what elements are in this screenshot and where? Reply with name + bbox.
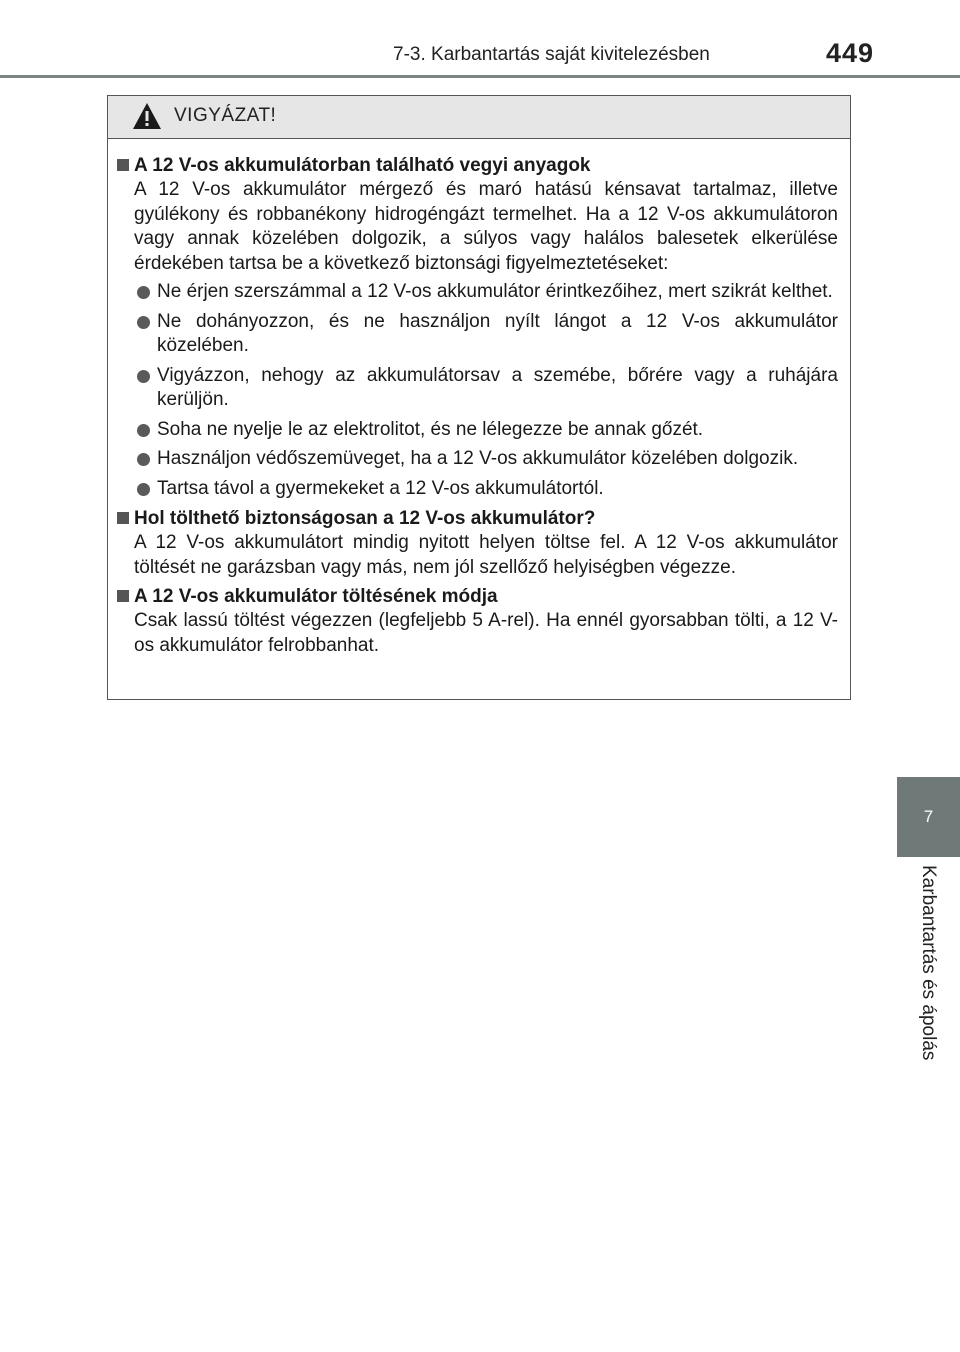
warning-title: VIGYÁZAT! [174,105,277,126]
chapter-tab [897,777,960,857]
section-text: A 12 V-os akkumulátor mérgező és maró hatású kénsavat tartalmaz, illetve gyúlékony és robbanékony hidrogéngázt termelhet. Ha a 12 V-os akkumulátoron vagy annak közelében dolgozik, a súlyos vagy halálos balesetek elkerülése érdekében tartsa be a következő biztonsági figyelmeztetéseket: [134,179,838,274]
warning-header [108,96,850,139]
chapter-number: 7 [923,807,934,826]
header-rule [0,75,960,78]
page-number: 449 [826,38,875,68]
header-section-title: 7-3. Karbantartás saját kivitelezésben [393,44,710,65]
bullet-item: Vigyázzon, nehogy az akkumulátorsav a szemébe, bőrére vagy a ruhájára kerüljön. [117,364,841,413]
warning-box [107,95,851,700]
section-title: Hol tölthető biztonságosan a 12 V-os akkumulátor? [117,506,841,531]
bullet-item: Használjon védőszemüveget, ha a 12 V-os akkumulátor közelében dolgozik. [117,447,841,472]
bullet-item: Tartsa távol a gyermekeket a 12 V-os akkumulátortól. [117,477,841,502]
section-title: A 12 V-os akkumulátor töltésének módja [117,584,841,609]
warning-section [117,584,841,658]
warning-body [108,139,850,658]
section-title: A 12 V-os akkumulátorban található vegyi anyagok [117,153,841,178]
bullet-item: Ne érjen szerszámmal a 12 V-os akkumulátor érintkezőihez, mert szikrát kelthet. [117,280,841,305]
warning-triangle-icon [132,102,162,130]
section-text: Csak lassú töltést végezzen (legfeljebb 5 A-rel). Ha ennél gyorsabban tölti, a 12 V-os akkumulátor felrobbanhat. [134,610,838,656]
warning-section [117,153,841,501]
chapter-side-label [897,865,960,1085]
section-text: A 12 V-os akkumulátort mindig nyitott helyen töltse fel. A 12 V-os akkumulátor töltését ne garázsban vagy más, nem jól szellőző helyiségben végezze. [134,532,838,578]
bullet-item: Soha ne nyelje le az elektrolitot, és ne lélegezze be annak gőzét. [117,418,841,443]
bullet-item: Ne dohányozzon, és ne használjon nyílt lángot a 12 V-os akkumulátor közelében. [117,310,841,359]
warning-section [117,506,841,580]
chapter-title: Karbantartás és ápolás [918,865,939,1061]
